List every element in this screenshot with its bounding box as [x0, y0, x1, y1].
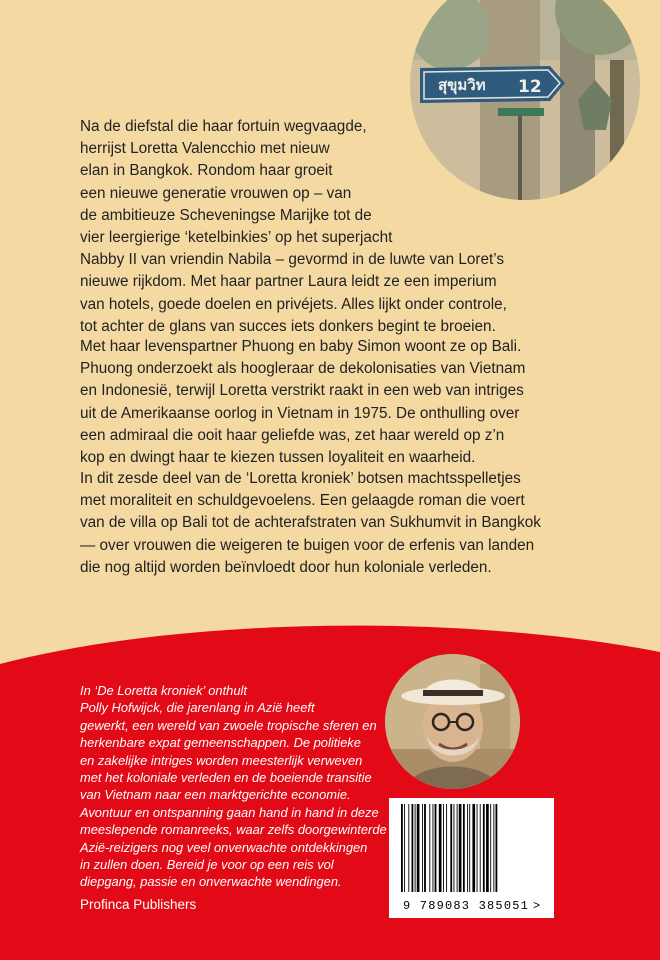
blurb-line: kop en dwingt haar te kiezen tussen loyaliteit en waarheid. — [80, 449, 476, 467]
barcode-bar — [439, 804, 442, 892]
isbn-barcode — [389, 798, 554, 918]
barcode-bar — [404, 804, 405, 892]
blurb-line: — over vrouwen die weigeren te buigen voor de erfenis van landen — [80, 536, 535, 554]
blurb-line: die nog altijd worden beïnvloedt door hun koloniale verleden. — [80, 558, 492, 576]
bio-line: diepgang, passie en onverwachte wendingen. — [80, 874, 342, 890]
street-sign-thai-text: สุขุมวิท — [438, 76, 486, 94]
barcode-bar — [408, 804, 409, 892]
barcode-bar — [469, 804, 470, 892]
bio-line: van Vietnam naar een marktgerichte economie. — [80, 787, 351, 803]
barcode-bar — [429, 804, 430, 892]
blurb-line: Phuong onderzoekt als hoogleraar de dekolonisaties van Vietnam — [80, 360, 526, 378]
blurb-line: een nieuwe generatie vrouwen op – van — [80, 184, 352, 202]
barcode-bar — [415, 804, 416, 892]
blurb-line: In dit zesde deel van de ‘Loretta kroniek’ botsen machtsspelletjes — [80, 470, 521, 487]
author-bio — [80, 682, 420, 891]
barcode-bar — [490, 804, 491, 892]
blurb-line: van de villa op Bali tot de achterafstraten van Sukhumvit in Bangkok — [80, 514, 541, 532]
blurb-line: de ambitieuze Scheveningse Marijke tot de — [80, 206, 372, 224]
barcode-bar — [472, 804, 475, 892]
blurb-line: nieuwe rijkdom. Met haar partner Laura leidt ze een imperium — [80, 273, 497, 291]
bio-line: Polly Hofwijck, die jarenlang in Azië heeft — [80, 700, 315, 716]
street-sign-number: 12 — [518, 77, 542, 97]
barcode-bar — [467, 804, 468, 892]
barcode-bar — [480, 804, 481, 892]
author-photo — [385, 654, 520, 789]
barcode-bar — [435, 804, 437, 892]
bio-line: In ‘De Loretta kroniek’ onthult — [80, 683, 247, 698]
bio-line: en zakelijke intriges worden meesterlijk verweven — [80, 752, 363, 768]
blurb-line: van hotels, goede doelen en privéjets. Alles lijkt onder controle, — [80, 295, 507, 313]
author-portrait-illustration — [385, 654, 520, 789]
blurb-line: vier leergierige ‘ketelbinkies’ op het superjacht — [80, 229, 393, 247]
barcode-bar — [443, 804, 444, 892]
bio-line: meeslepende romanreeks, waar zelfs doorgewinterde — [80, 822, 387, 838]
blurb-line: tot achter de glans van succes iets donkers begint te broeien. — [80, 317, 496, 335]
bio-line: gewerkt, een wereld van zwoele tropische sferen en — [80, 717, 377, 733]
blurb-line: uit de Amerikaanse oorlog in Vietnam in 1975. De onthulling over — [80, 404, 520, 422]
barcode-bar — [417, 804, 420, 892]
bio-line: Avontuur en ontspanning gaan hand in hand in deze — [80, 804, 379, 820]
isbn-number: 9 789083 385051 — [403, 899, 530, 913]
barcode-bar — [486, 804, 489, 892]
blurb-line: met moraliteit en schuldgevoelens. Een gelaagde roman die voert — [80, 492, 525, 510]
barcode-bar — [422, 804, 423, 892]
isbn-arrow: > — [533, 898, 541, 912]
barcode-bar — [477, 804, 478, 892]
blurb-line: herrijst Loretta Valencchio met nieuw — [80, 140, 330, 158]
publisher-name: Profinca Publishers — [80, 897, 197, 912]
blurb-line: een admiraal die ooit haar geliefde was, zet haar wereld op z’n — [80, 426, 505, 444]
blurb-line: Na de diefstal die haar fortuin wegvaagde, — [80, 118, 367, 135]
barcode-bar — [496, 804, 498, 892]
barcode-bar — [459, 804, 462, 892]
barcode-bar — [401, 804, 403, 892]
barcode-bar — [446, 804, 447, 892]
barcode-bar — [412, 804, 414, 892]
blurb-line: Met haar levenspartner Phuong en baby Simon woont ze op Bali. — [80, 338, 522, 355]
barcode-bar — [450, 804, 452, 892]
barcode-bar — [424, 804, 426, 892]
blurb-line: en Indonesië, terwijl Loretta verstrikt raakt in een web van intriges — [80, 382, 524, 400]
bio-line: met het koloniale verleden en de boeiende transitie — [80, 770, 372, 786]
blurb-line: elan in Bangkok. Rondom haar groeit — [80, 162, 333, 180]
barcode-bar — [493, 804, 494, 892]
barcode-bar — [433, 804, 434, 892]
bio-line: Azië-reizigers nog veel onverwachte ontdekkingen — [80, 839, 368, 855]
barcode-bar — [457, 804, 458, 892]
barcode-bar — [454, 804, 455, 892]
bio-line: in zullen doen. Bereid je voor op een reis vol — [80, 857, 334, 873]
barcode-bar — [483, 804, 485, 892]
bio-line: herkenbare expat gemeenschappen. De politieke — [80, 735, 361, 751]
barcode-bar — [463, 804, 465, 892]
blurb-line: Nabby II van vriendin Nabila – gevormd in de luwte van Loret’s — [80, 251, 505, 269]
